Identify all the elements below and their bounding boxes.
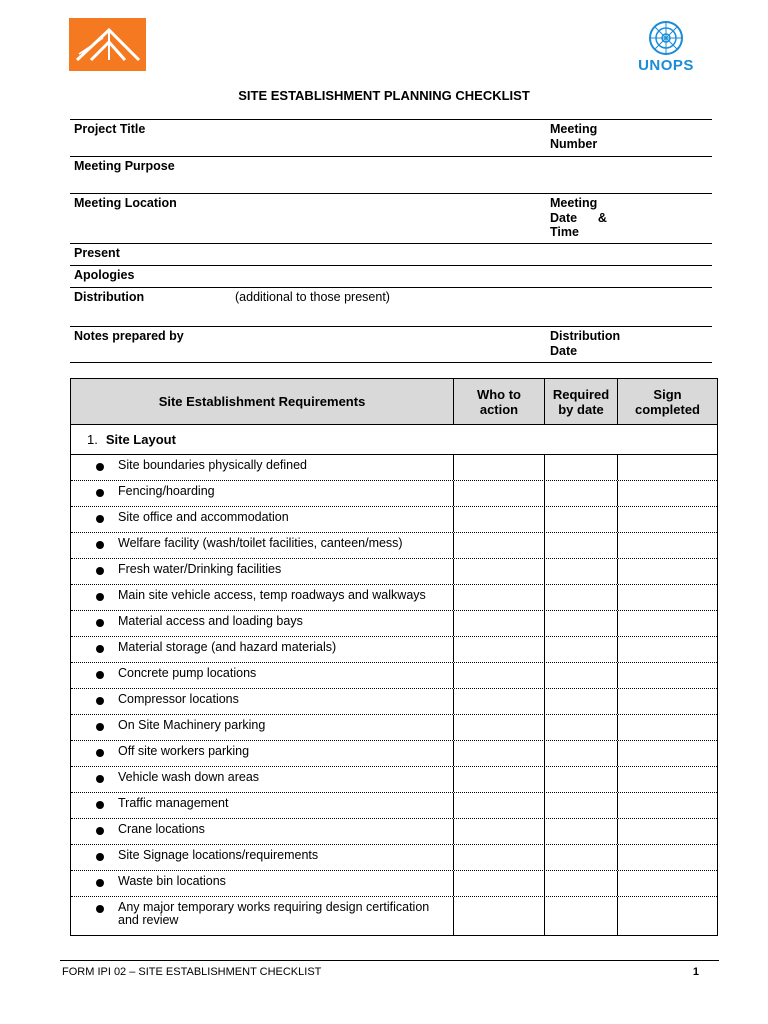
- required-by-date-cell[interactable]: [544, 455, 617, 480]
- bullet-icon: [96, 593, 104, 601]
- requirement-cell: [71, 741, 453, 766]
- who-to-action-cell[interactable]: [453, 845, 544, 870]
- section-number: 1.: [87, 432, 98, 447]
- requirement-text: Fencing/hoarding: [118, 484, 215, 498]
- who-to-action-cell[interactable]: [453, 455, 544, 480]
- who-to-action-header: [453, 379, 544, 424]
- requirement-text: Material storage (and hazard materials): [118, 640, 337, 654]
- who-to-action-cell[interactable]: [453, 559, 544, 584]
- table-row: [71, 455, 717, 481]
- requirement-cell: [71, 715, 453, 740]
- project-title-label: Project Title: [74, 122, 146, 136]
- requirement-cell: [71, 689, 453, 714]
- requirement-cell: [71, 871, 453, 896]
- required-header-line2: by date: [558, 401, 604, 417]
- who-to-action-cell[interactable]: [453, 637, 544, 662]
- requirement-text: Waste bin locations: [118, 874, 226, 888]
- table-row: [71, 715, 717, 741]
- required-header-line1: Required: [552, 386, 610, 402]
- distribution-date-line1: Distribution: [550, 329, 621, 343]
- table-row: [71, 871, 717, 897]
- required-by-date-cell[interactable]: [544, 897, 617, 935]
- who-to-action-cell[interactable]: [453, 585, 544, 610]
- sign-completed-cell[interactable]: [617, 637, 717, 662]
- requirement-text: Compressor locations: [118, 692, 239, 706]
- bullet-icon: [96, 515, 104, 523]
- requirement-cell: [71, 559, 453, 584]
- sign-completed-cell[interactable]: [617, 559, 717, 584]
- who-to-action-cell[interactable]: [453, 611, 544, 636]
- required-by-date-cell[interactable]: [544, 559, 617, 584]
- table-row: [71, 819, 717, 845]
- table-row: [71, 507, 717, 533]
- bullet-icon: [96, 619, 104, 627]
- table-row: [71, 793, 717, 819]
- table-row: [71, 481, 717, 507]
- page-number: 1: [692, 966, 699, 978]
- distribution-date-label: [550, 329, 620, 358]
- who-to-action-cell[interactable]: [453, 741, 544, 766]
- bullet-icon: [96, 905, 104, 913]
- bullet-icon: [96, 775, 104, 783]
- required-by-date-cell[interactable]: [544, 689, 617, 714]
- required-by-date-cell[interactable]: [544, 533, 617, 558]
- table-row: [71, 741, 717, 767]
- who-to-action-cell[interactable]: [453, 819, 544, 844]
- who-to-action-cell[interactable]: [453, 507, 544, 532]
- sign-completed-cell[interactable]: [617, 507, 717, 532]
- requirement-text: Crane locations: [118, 822, 205, 836]
- requirement-cell: [71, 533, 453, 558]
- who-to-action-cell[interactable]: [453, 481, 544, 506]
- sign-completed-cell[interactable]: [617, 715, 717, 740]
- table-row: [71, 637, 717, 663]
- requirement-text: On Site Machinery parking: [118, 718, 266, 732]
- required-by-date-cell[interactable]: [544, 819, 617, 844]
- sign-completed-cell[interactable]: [617, 663, 717, 688]
- sign-completed-cell[interactable]: [617, 585, 717, 610]
- required-by-date-cell[interactable]: [544, 481, 617, 506]
- sign-completed-cell[interactable]: [617, 533, 717, 558]
- sign-completed-cell[interactable]: [617, 819, 717, 844]
- who-to-action-cell[interactable]: [453, 793, 544, 818]
- bullet-icon: [96, 697, 104, 705]
- bullet-icon: [96, 463, 104, 471]
- requirement-cell: [71, 819, 453, 844]
- company-logo: [69, 18, 146, 71]
- meta-row-apologies: [70, 265, 712, 287]
- meta-row-notes: [70, 326, 712, 363]
- table-row: [71, 611, 717, 637]
- sign-header-line1: Sign: [653, 386, 682, 402]
- present-label: Present: [74, 246, 120, 260]
- requirement-text: Vehicle wash down areas: [118, 770, 260, 784]
- table-row: [71, 663, 717, 689]
- table-row: [71, 897, 717, 935]
- required-by-date-header: [544, 379, 617, 424]
- bullet-icon: [96, 645, 104, 653]
- requirement-cell: [71, 455, 453, 480]
- meta-row-present: [70, 243, 712, 265]
- who-header-line2: action: [479, 401, 519, 417]
- requirement-cell: [71, 845, 453, 870]
- requirement-text: Material access and loading bays: [118, 614, 303, 628]
- distribution-label: Distribution: [74, 290, 145, 304]
- required-by-date-cell[interactable]: [544, 585, 617, 610]
- required-by-date-cell[interactable]: [544, 845, 617, 870]
- un-emblem-icon: [648, 20, 684, 56]
- meta-row-purpose: [70, 156, 712, 193]
- meeting-date-line2: Date &: [550, 210, 607, 225]
- required-by-date-cell[interactable]: [544, 741, 617, 766]
- bullet-icon: [96, 801, 104, 809]
- bullet-icon: [96, 827, 104, 835]
- requirement-text: Fresh water/Drinking facilities: [118, 562, 282, 576]
- unops-logo: [626, 20, 706, 80]
- who-header-line1: Who to: [476, 386, 522, 402]
- who-to-action-cell[interactable]: [453, 715, 544, 740]
- required-by-date-cell[interactable]: [544, 871, 617, 896]
- table-row: [71, 559, 717, 585]
- who-to-action-cell[interactable]: [453, 533, 544, 558]
- table-row: [71, 767, 717, 793]
- who-to-action-cell[interactable]: [453, 871, 544, 896]
- requirement-text: Main site vehicle access, temp roadways and walkways: [118, 588, 426, 602]
- requirement-text: Concrete pump locations: [118, 666, 257, 680]
- meeting-date-line3: Time: [550, 225, 579, 239]
- sign-completed-cell[interactable]: [617, 611, 717, 636]
- required-by-date-cell[interactable]: [544, 793, 617, 818]
- requirement-text: Any major temporary works requiring design certification and review: [118, 900, 430, 927]
- checklist-table: [70, 378, 718, 936]
- requirement-text: Site office and accommodation: [118, 510, 289, 524]
- requirement-cell: [71, 507, 453, 532]
- sign-completed-cell[interactable]: [617, 455, 717, 480]
- sign-completed-cell[interactable]: [617, 481, 717, 506]
- required-by-date-cell[interactable]: [544, 611, 617, 636]
- requirement-cell: [71, 767, 453, 792]
- meta-row-distribution: [70, 287, 712, 326]
- sign-completed-cell[interactable]: [617, 897, 717, 935]
- required-by-date-cell[interactable]: [544, 507, 617, 532]
- requirement-cell: [71, 481, 453, 506]
- bullet-icon: [96, 541, 104, 549]
- who-to-action-cell[interactable]: [453, 897, 544, 935]
- form-label: FORM IPI 02 – SITE ESTABLISHMENT CHECKLIST: [62, 966, 322, 978]
- meeting-number-label: [550, 122, 597, 151]
- sign-completed-cell[interactable]: [617, 767, 717, 792]
- requirement-cell: [71, 793, 453, 818]
- table-row: [71, 845, 717, 871]
- table-row: [71, 689, 717, 715]
- meta-row-project: [70, 119, 712, 156]
- requirement-text: Site Signage locations/requirements: [118, 848, 319, 862]
- meta-row-location: [70, 193, 712, 243]
- section-site-layout: [71, 425, 717, 455]
- meeting-number-line1: Meeting: [550, 122, 598, 136]
- required-by-date-cell[interactable]: [544, 767, 617, 792]
- sign-completed-cell[interactable]: [617, 793, 717, 818]
- requirement-text: Traffic management: [118, 796, 229, 810]
- who-to-action-cell[interactable]: [453, 767, 544, 792]
- requirement-cell: [71, 637, 453, 662]
- distribution-date-line2: Date: [550, 343, 578, 358]
- table-header: [71, 379, 717, 425]
- meeting-date-label: [550, 196, 607, 240]
- sign-completed-cell[interactable]: [617, 871, 717, 896]
- section-title: Site Layout: [105, 432, 176, 447]
- sign-completed-header: [617, 379, 717, 424]
- requirement-text: Welfare facility (wash/toilet facilities, canteen/mess): [118, 536, 403, 550]
- page-footer: [60, 960, 719, 978]
- bullet-icon: [96, 567, 104, 575]
- notes-prepared-label: Notes prepared by: [74, 329, 184, 343]
- required-by-date-cell[interactable]: [544, 663, 617, 688]
- table-row: [71, 585, 717, 611]
- sign-completed-cell[interactable]: [617, 741, 717, 766]
- unops-wordmark: UNOPS: [638, 57, 694, 74]
- meeting-details: [70, 119, 712, 363]
- required-by-date-cell[interactable]: [544, 637, 617, 662]
- apologies-label: Apologies: [74, 268, 135, 282]
- requirements-header: Site Establishment Requirements: [158, 394, 366, 409]
- requirement-text: Off site workers parking: [118, 744, 250, 758]
- checklist-rows: [71, 455, 717, 935]
- bullet-icon: [96, 489, 104, 497]
- meeting-purpose-label: Meeting Purpose: [74, 159, 175, 173]
- requirement-cell: [71, 611, 453, 636]
- bullet-icon: [96, 853, 104, 861]
- bullet-icon: [96, 723, 104, 731]
- sign-completed-cell[interactable]: [617, 689, 717, 714]
- meeting-number-line2: Number: [550, 136, 598, 151]
- meeting-location-label: Meeting Location: [74, 196, 177, 210]
- who-to-action-cell[interactable]: [453, 663, 544, 688]
- requirement-cell: [71, 663, 453, 688]
- bullet-icon: [96, 879, 104, 887]
- who-to-action-cell[interactable]: [453, 689, 544, 714]
- bullet-icon: [96, 671, 104, 679]
- distribution-note: (additional to those present): [235, 290, 390, 304]
- bullet-icon: [96, 749, 104, 757]
- requirement-cell: [71, 897, 453, 935]
- required-by-date-cell[interactable]: [544, 715, 617, 740]
- meeting-date-line1: Meeting: [550, 196, 598, 210]
- requirement-text: Site boundaries physically defined: [118, 458, 308, 472]
- table-row: [71, 533, 717, 559]
- sign-header-line2: completed: [634, 401, 700, 417]
- page-title: SITE ESTABLISHMENT PLANNING CHECKLIST: [238, 88, 530, 103]
- sign-completed-cell[interactable]: [617, 845, 717, 870]
- requirement-cell: [71, 585, 453, 610]
- tent-logo-icon: [69, 18, 146, 71]
